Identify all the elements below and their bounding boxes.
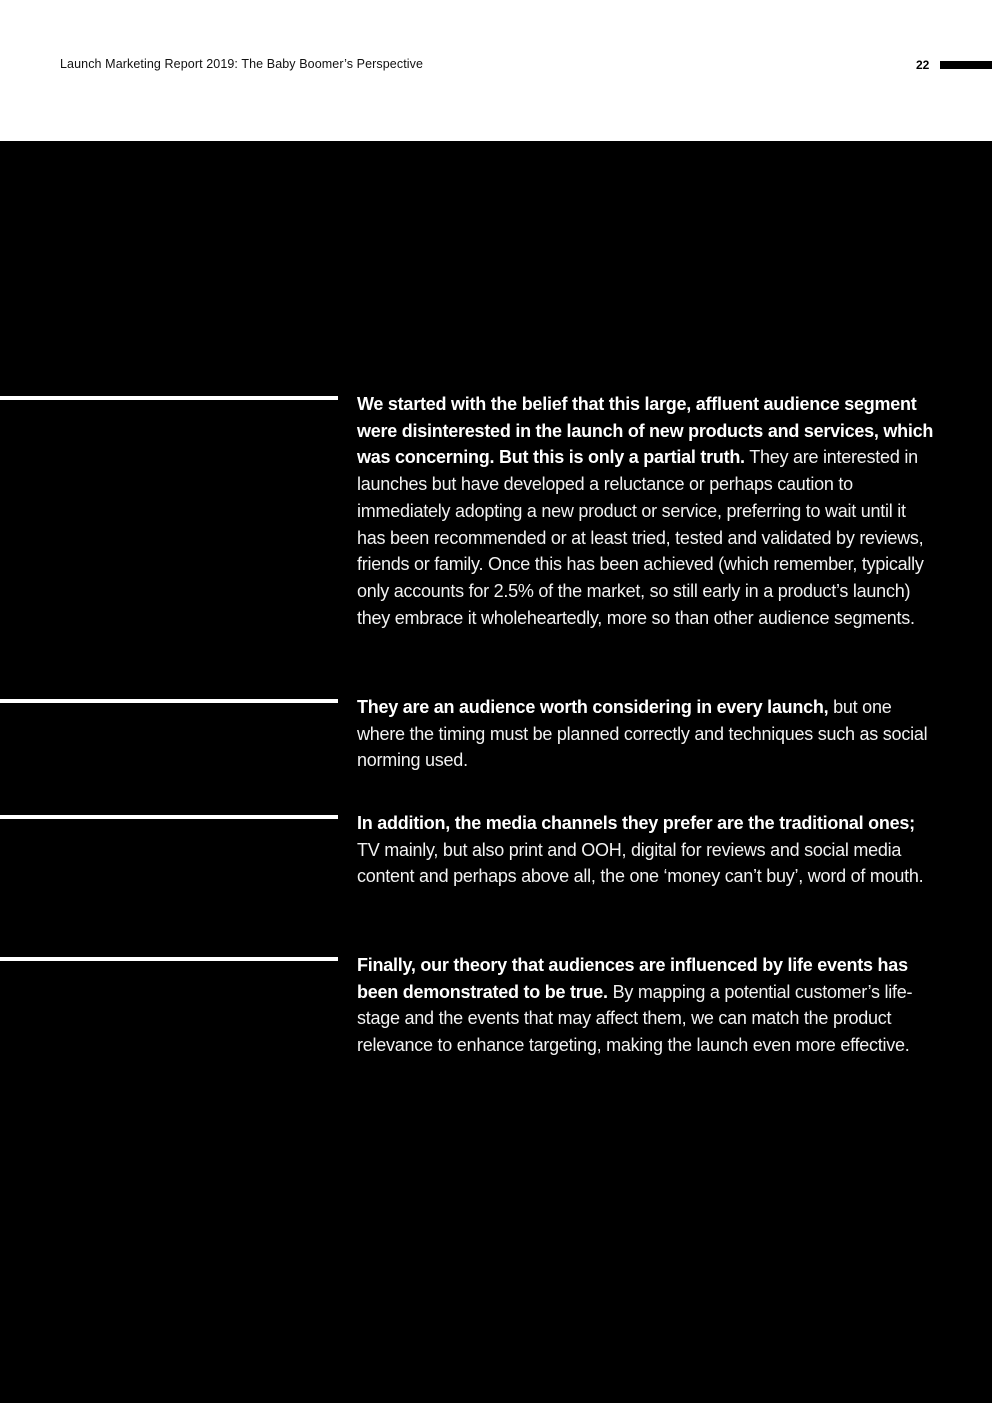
page-header	[0, 0, 992, 141]
paragraph-media-body: TV mainly, but also print and OOH, digital for reviews and social media content and perhaps above all, the one ‘money can’t buy’, word of mouth.	[357, 839, 924, 887]
paragraph-belief-body: They are interested in launches but have developed a reluctance or perhaps caution to immediately adopting a new product or service, preferring to wait until it has been recommended or at least tried, tested and validated by reviews, friends or family. Once this has been achieved (which remember, typically only accounts for 2.5% of the market, so still early in a product’s launch) they embrace it wholeheartedly, more so than other audience segments.	[357, 447, 924, 628]
paragraph-audience	[357, 694, 935, 774]
paragraph-belief	[357, 391, 935, 631]
page-number-bar	[940, 61, 992, 69]
section-divider-4	[0, 957, 338, 961]
paragraph-audience-body: but one where the timing must be planned correctly and techniques such as social norming used.	[357, 697, 928, 771]
paragraph-media-lead: In addition, the media channels they prefer are the traditional ones;	[357, 813, 915, 833]
page-number: 22	[916, 58, 930, 72]
section-divider-1	[0, 396, 338, 400]
paragraph-belief-lead: We started with the belief that this large, affluent audience segment were disinterested in the launch of new products and services, which was concerning. But this is only a partial truth.	[357, 394, 934, 468]
paragraph-media	[357, 810, 937, 890]
section-divider-3	[0, 815, 338, 819]
report-title: Launch Marketing Report 2019: The Baby Boomer’s Perspective	[60, 57, 424, 71]
paragraph-audience-lead: They are an audience worth considering in every launch,	[357, 697, 829, 717]
section-divider-2	[0, 699, 338, 703]
paragraph-life-events	[357, 952, 935, 1059]
paragraph-life-events-body: By mapping a potential customer’s life-stage and the events that may affect them, we can match the product relevance to enhance targeting, making the launch even more effective.	[357, 981, 913, 1056]
paragraph-life-events-lead: Finally, our theory that audiences are influenced by life events has been demonstrated to be true.	[357, 955, 908, 1002]
